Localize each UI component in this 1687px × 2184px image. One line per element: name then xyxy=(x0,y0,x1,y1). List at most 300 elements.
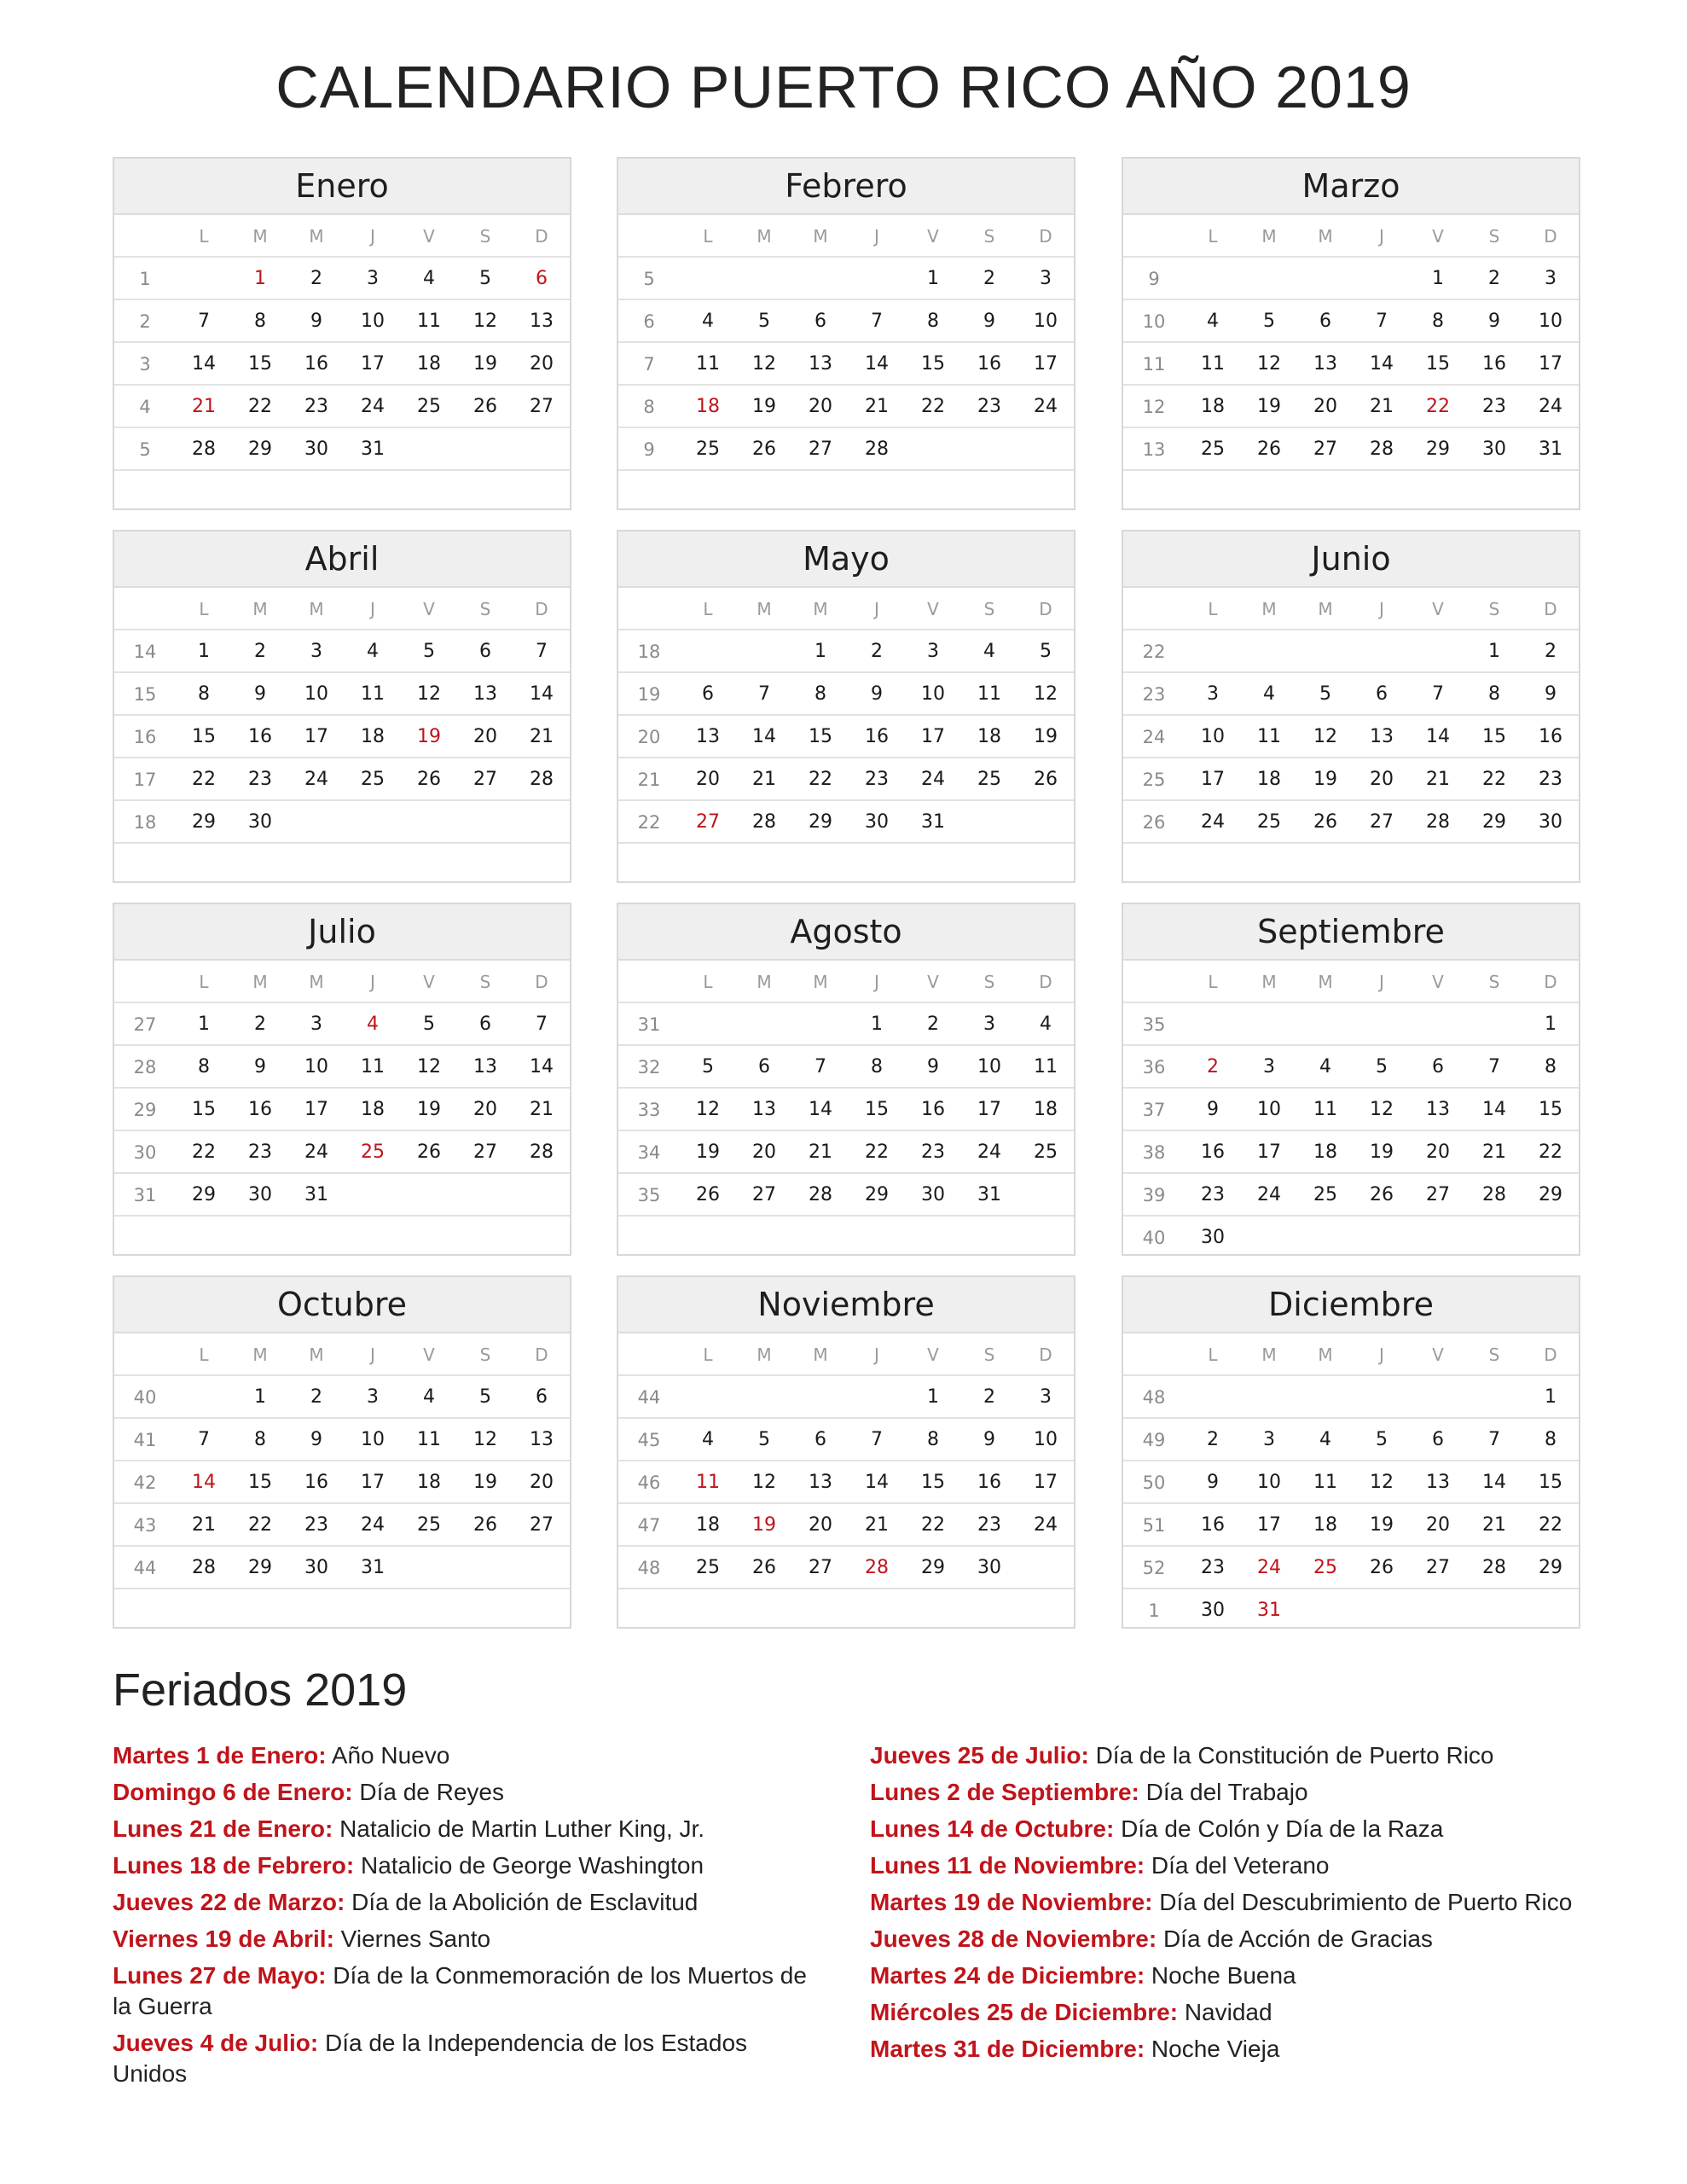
week-row xyxy=(1123,1003,1579,1046)
holiday-item xyxy=(113,1850,820,1881)
month-name: Noviembre xyxy=(618,1277,1074,1333)
holiday-day: 25 xyxy=(1313,1557,1337,1578)
weekday-label: S xyxy=(1488,599,1500,619)
day-cell xyxy=(1241,630,1297,671)
week-number: 11 xyxy=(1142,354,1166,375)
day-cell xyxy=(457,1217,513,1259)
weekday-label: M xyxy=(813,1345,828,1365)
day-cell xyxy=(345,1174,401,1215)
week-row xyxy=(1123,1217,1579,1259)
week-row xyxy=(114,1089,570,1131)
day-cell: 31 xyxy=(1539,439,1562,460)
week-number: 48 xyxy=(637,1558,661,1578)
weekday-header-row xyxy=(114,961,570,1003)
week-row xyxy=(618,844,1074,886)
week-row xyxy=(618,300,1074,343)
day-cell: 13 xyxy=(809,353,832,375)
day-cell: 16 xyxy=(1201,1141,1225,1163)
day-cell xyxy=(1185,1376,1241,1417)
day-cell xyxy=(905,844,961,886)
day-cell xyxy=(961,471,1017,514)
day-cell xyxy=(680,1589,736,1632)
week-row xyxy=(618,258,1074,300)
month-name: Marzo xyxy=(1123,159,1579,215)
weekday-label: J xyxy=(874,972,879,992)
day-cell: 23 xyxy=(248,769,272,790)
day-cell: 4 xyxy=(423,268,435,289)
day-cell: 29 xyxy=(921,1557,945,1578)
week-row xyxy=(1123,1089,1579,1131)
holiday-item xyxy=(113,1887,820,1918)
holiday-date: Jueves 4 de Julio: xyxy=(113,2030,319,2056)
day-cell: 9 xyxy=(871,683,883,705)
month-name: Mayo xyxy=(618,531,1074,588)
week-number: 46 xyxy=(637,1472,661,1493)
holiday-item xyxy=(113,1960,820,2022)
day-cell: 15 xyxy=(809,726,832,747)
week-row xyxy=(114,844,570,886)
day-cell: 2 xyxy=(1545,641,1557,662)
week-number: 30 xyxy=(133,1142,157,1163)
week-number: 39 xyxy=(1142,1185,1166,1205)
week-row xyxy=(1123,386,1579,428)
day-cell: 24 xyxy=(1034,1514,1058,1536)
day-cell: 11 xyxy=(361,1056,385,1077)
day-cell: 30 xyxy=(1201,1227,1225,1248)
day-cell: 25 xyxy=(1257,811,1281,833)
day-cell: 9 xyxy=(310,311,322,332)
week-number xyxy=(1123,471,1185,514)
day-cell: 12 xyxy=(417,683,441,705)
week-row xyxy=(618,1046,1074,1089)
weekday-label: J xyxy=(1379,226,1384,247)
holiday-item xyxy=(113,1814,820,1844)
week-row xyxy=(618,630,1074,673)
day-cell: 23 xyxy=(1201,1184,1225,1205)
week-row xyxy=(1123,428,1579,471)
weekday-header-row xyxy=(1123,215,1579,258)
week-row xyxy=(618,1131,1074,1174)
day-cell: 4 xyxy=(367,641,379,662)
day-cell: 17 xyxy=(1034,1472,1058,1493)
day-cell: 17 xyxy=(1034,353,1058,375)
month-calendar xyxy=(113,1275,571,1629)
weekday-header-row xyxy=(1123,961,1579,1003)
holiday-name: Año Nuevo xyxy=(331,1742,450,1769)
day-cell: 23 xyxy=(977,396,1001,417)
day-cell: 27 xyxy=(809,439,832,460)
weekday-label: M xyxy=(1261,972,1277,992)
week-row xyxy=(114,1046,570,1089)
holiday-day: 22 xyxy=(1426,396,1450,417)
holiday-day: 19 xyxy=(417,726,441,747)
day-cell xyxy=(849,844,905,886)
day-cell: 22 xyxy=(248,396,272,417)
weekday-label: M xyxy=(309,226,324,247)
day-cell xyxy=(513,1589,570,1632)
day-cell xyxy=(232,471,288,514)
day-cell: 26 xyxy=(752,439,776,460)
day-cell: 3 xyxy=(1207,683,1219,705)
day-cell: 4 xyxy=(1319,1056,1331,1077)
day-cell: 22 xyxy=(1539,1141,1562,1163)
weekday-label: D xyxy=(1039,226,1052,247)
week-number-header xyxy=(1123,1333,1185,1374)
month-name: Febrero xyxy=(618,159,1074,215)
holiday-name: Día de Acción de Gracias xyxy=(1162,1926,1433,1952)
day-cell xyxy=(1241,1376,1297,1417)
day-cell xyxy=(736,844,792,886)
day-cell: 25 xyxy=(417,396,441,417)
week-number: 22 xyxy=(637,812,661,833)
week-number: 16 xyxy=(133,727,157,747)
day-cell: 2 xyxy=(983,268,995,289)
week-number: 10 xyxy=(1142,311,1166,332)
day-cell: 7 xyxy=(1488,1056,1500,1077)
holiday-name: Día del Descubrimiento de Puerto Rico xyxy=(1159,1889,1573,1915)
week-row xyxy=(114,471,570,514)
weekday-label: D xyxy=(535,972,548,992)
day-cell: 2 xyxy=(254,641,266,662)
day-cell: 20 xyxy=(473,726,497,747)
month-calendar xyxy=(1122,157,1580,510)
week-number xyxy=(1123,844,1185,886)
day-cell: 1 xyxy=(1545,1386,1557,1408)
day-cell: 20 xyxy=(1426,1514,1450,1536)
weekday-label: D xyxy=(1039,599,1052,619)
day-cell: 7 xyxy=(1376,311,1388,332)
weekday-label: L xyxy=(1208,972,1218,992)
week-row xyxy=(114,258,570,300)
day-cell: 14 xyxy=(865,353,889,375)
weekday-label: L xyxy=(703,599,713,619)
day-cell: 1 xyxy=(198,641,210,662)
day-cell: 14 xyxy=(530,683,554,705)
day-cell: 13 xyxy=(696,726,720,747)
day-cell: 24 xyxy=(304,1141,328,1163)
holiday-item xyxy=(870,1814,1586,1844)
day-cell: 22 xyxy=(1539,1514,1562,1536)
week-number: 35 xyxy=(637,1185,661,1205)
day-cell: 6 xyxy=(1376,683,1388,705)
day-cell xyxy=(401,844,457,886)
week-row xyxy=(1123,1046,1579,1089)
day-cell: 11 xyxy=(1201,353,1225,375)
day-cell: 14 xyxy=(1482,1099,1506,1120)
week-number: 14 xyxy=(133,642,157,662)
weekday-label: J xyxy=(370,226,375,247)
day-cell: 29 xyxy=(1539,1557,1562,1578)
weekday-label: L xyxy=(199,226,209,247)
day-cell: 7 xyxy=(198,1429,210,1450)
weekday-label: L xyxy=(703,226,713,247)
week-number: 24 xyxy=(1142,727,1166,747)
day-cell xyxy=(680,1217,736,1259)
week-row xyxy=(114,1461,570,1504)
day-cell xyxy=(1297,258,1354,299)
day-cell: 16 xyxy=(1482,353,1506,375)
day-cell xyxy=(345,844,401,886)
holiday-name: Día de la Conmemoración de los Muertos de la Guerra xyxy=(113,1962,807,2019)
day-cell xyxy=(792,1003,849,1044)
week-number: 23 xyxy=(1142,684,1166,705)
day-cell: 18 xyxy=(696,1514,720,1536)
day-cell: 16 xyxy=(248,1099,272,1120)
weekday-label: L xyxy=(1208,1345,1218,1365)
day-cell: 2 xyxy=(927,1014,939,1035)
day-cell: 6 xyxy=(1432,1429,1444,1450)
day-cell: 31 xyxy=(921,811,945,833)
week-row xyxy=(1123,1461,1579,1504)
day-cell: 7 xyxy=(1488,1429,1500,1450)
day-cell: 30 xyxy=(1539,811,1562,833)
day-cell: 10 xyxy=(361,1429,385,1450)
weekday-label: J xyxy=(1379,972,1384,992)
day-cell xyxy=(736,1217,792,1259)
day-cell: 6 xyxy=(479,641,491,662)
holiday-item xyxy=(870,1887,1586,1918)
weekday-label: J xyxy=(874,226,879,247)
weekday-label: M xyxy=(309,1345,324,1365)
day-cell: 10 xyxy=(361,311,385,332)
day-cell xyxy=(401,1174,457,1215)
day-cell: 26 xyxy=(473,396,497,417)
month-calendar xyxy=(113,157,571,510)
day-cell: 24 xyxy=(1539,396,1562,417)
weekday-header-row xyxy=(114,1333,570,1376)
day-cell: 6 xyxy=(536,1386,548,1408)
week-number xyxy=(114,844,176,886)
holiday-name: Noche Vieja xyxy=(1151,2036,1280,2062)
day-cell: 27 xyxy=(473,1141,497,1163)
day-cell xyxy=(736,1589,792,1632)
day-cell xyxy=(288,1589,345,1632)
day-cell: 8 xyxy=(871,1056,883,1077)
day-cell: 13 xyxy=(809,1472,832,1493)
day-cell: 10 xyxy=(1034,1429,1058,1450)
week-number: 31 xyxy=(133,1185,157,1205)
day-cell xyxy=(849,258,905,299)
day-cell: 14 xyxy=(865,1472,889,1493)
day-cell: 26 xyxy=(752,1557,776,1578)
holiday-day: 31 xyxy=(1257,1600,1281,1621)
day-cell: 27 xyxy=(1370,811,1394,833)
day-cell: 21 xyxy=(865,396,889,417)
holiday-day: 11 xyxy=(696,1472,720,1493)
day-cell: 4 xyxy=(702,311,714,332)
weekday-header-row xyxy=(618,588,1074,630)
holiday-item xyxy=(870,1997,1586,2028)
day-cell: 5 xyxy=(1319,683,1331,705)
day-cell: 24 xyxy=(1257,1184,1281,1205)
holiday-name: Día de la Independencia de los Estados Unidos xyxy=(113,2030,748,2087)
weekday-label: S xyxy=(479,226,491,247)
day-cell: 2 xyxy=(1207,1429,1219,1450)
day-cell xyxy=(457,471,513,514)
day-cell xyxy=(1410,1003,1466,1044)
day-cell: 1 xyxy=(815,641,826,662)
day-cell: 18 xyxy=(361,1099,385,1120)
holiday-name: Navidad xyxy=(1184,1999,1272,2025)
day-cell: 12 xyxy=(417,1056,441,1077)
day-cell: 28 xyxy=(192,1557,216,1578)
day-cell: 12 xyxy=(696,1099,720,1120)
month-calendar xyxy=(617,157,1075,510)
weekday-label: V xyxy=(1432,972,1444,992)
day-cell: 21 xyxy=(530,726,554,747)
day-cell: 27 xyxy=(530,1514,554,1536)
weekday-label: V xyxy=(927,1345,939,1365)
month-calendar xyxy=(617,903,1075,1256)
weekday-label: S xyxy=(983,226,995,247)
holiday-name: Natalicio de Martin Luther King, Jr. xyxy=(339,1815,705,1842)
week-number: 6 xyxy=(643,311,655,332)
day-cell: 22 xyxy=(921,1514,945,1536)
holiday-day: 18 xyxy=(696,396,720,417)
holiday-item xyxy=(870,1960,1586,1991)
week-number: 49 xyxy=(1142,1430,1166,1450)
holiday-date: Lunes 11 de Noviembre: xyxy=(870,1852,1145,1879)
day-cell xyxy=(232,1217,288,1259)
weekday-label: V xyxy=(423,1345,435,1365)
week-row xyxy=(618,716,1074,758)
week-number: 35 xyxy=(1142,1014,1166,1035)
week-row xyxy=(1123,758,1579,801)
day-cell: 21 xyxy=(865,1514,889,1536)
day-cell xyxy=(401,1589,457,1632)
day-cell: 6 xyxy=(1319,311,1331,332)
week-number: 18 xyxy=(133,812,157,833)
day-cell: 27 xyxy=(809,1557,832,1578)
day-cell: 24 xyxy=(361,396,385,417)
weekday-label: L xyxy=(1208,599,1218,619)
day-cell xyxy=(680,1003,736,1044)
day-cell xyxy=(792,471,849,514)
week-number: 9 xyxy=(643,439,655,460)
week-number: 25 xyxy=(1142,770,1166,790)
day-cell: 25 xyxy=(977,769,1001,790)
day-cell: 17 xyxy=(1257,1514,1281,1536)
day-cell: 12 xyxy=(1370,1099,1394,1120)
day-cell xyxy=(849,1376,905,1417)
day-cell: 2 xyxy=(871,641,883,662)
day-cell xyxy=(513,1217,570,1259)
holiday-name: Viernes Santo xyxy=(340,1926,491,1952)
day-cell: 1 xyxy=(1488,641,1500,662)
day-cell: 4 xyxy=(1040,1014,1052,1035)
day-cell: 28 xyxy=(752,811,776,833)
week-row xyxy=(1123,1547,1579,1589)
weekday-label: S xyxy=(983,972,995,992)
weekday-label: D xyxy=(1544,972,1557,992)
day-cell xyxy=(1466,471,1522,514)
month-name: Junio xyxy=(1123,531,1579,588)
day-cell: 26 xyxy=(417,769,441,790)
weekday-header-row xyxy=(1123,1333,1579,1376)
week-number xyxy=(114,1217,176,1259)
holiday-day: 21 xyxy=(192,396,216,417)
week-row xyxy=(114,343,570,386)
week-number: 31 xyxy=(637,1014,661,1035)
day-cell xyxy=(736,630,792,671)
day-cell xyxy=(1354,1003,1410,1044)
day-cell xyxy=(457,1547,513,1588)
week-row xyxy=(114,1003,570,1046)
day-cell: 12 xyxy=(473,311,497,332)
week-number: 8 xyxy=(643,397,655,417)
week-row xyxy=(114,428,570,471)
week-row xyxy=(114,300,570,343)
week-row xyxy=(1123,1131,1579,1174)
day-cell: 11 xyxy=(417,311,441,332)
day-cell: 1 xyxy=(1432,268,1444,289)
day-cell: 19 xyxy=(1313,769,1337,790)
weekday-label: M xyxy=(1261,1345,1277,1365)
day-cell: 7 xyxy=(871,311,883,332)
day-cell xyxy=(1466,1217,1522,1259)
day-cell: 3 xyxy=(310,1014,322,1035)
week-row xyxy=(1123,1376,1579,1419)
month-calendar xyxy=(113,903,571,1256)
day-cell: 25 xyxy=(696,1557,720,1578)
day-cell xyxy=(792,258,849,299)
holiday-name: Día del Veterano xyxy=(1151,1852,1330,1879)
weekday-label: S xyxy=(983,599,995,619)
day-cell: 28 xyxy=(1426,811,1450,833)
week-row xyxy=(1123,801,1579,844)
week-number-header xyxy=(618,588,680,629)
week-number: 4 xyxy=(139,397,151,417)
day-cell xyxy=(176,471,232,514)
day-cell: 26 xyxy=(417,1141,441,1163)
day-cell: 8 xyxy=(198,683,210,705)
day-cell xyxy=(961,844,1017,886)
day-cell: 3 xyxy=(1263,1429,1275,1450)
day-cell xyxy=(680,1376,736,1417)
holiday-name: Día de la Constitución de Puerto Rico xyxy=(1095,1742,1494,1769)
day-cell: 18 xyxy=(1313,1141,1337,1163)
day-cell: 18 xyxy=(1201,396,1225,417)
day-cell xyxy=(961,1589,1017,1632)
month-name: Julio xyxy=(114,904,570,961)
week-number: 40 xyxy=(1142,1228,1166,1248)
day-cell: 23 xyxy=(865,769,889,790)
day-cell xyxy=(1241,471,1297,514)
day-cell xyxy=(961,801,1017,842)
day-cell: 10 xyxy=(1201,726,1225,747)
weekday-label: D xyxy=(1039,972,1052,992)
day-cell xyxy=(1354,258,1410,299)
day-cell: 15 xyxy=(921,353,945,375)
day-cell: 24 xyxy=(361,1514,385,1536)
day-cell xyxy=(1410,630,1466,671)
day-cell xyxy=(401,1547,457,1588)
weekday-label: V xyxy=(927,226,939,247)
day-cell: 28 xyxy=(1482,1557,1506,1578)
day-cell: 20 xyxy=(1370,769,1394,790)
day-cell xyxy=(1297,1217,1354,1259)
day-cell: 24 xyxy=(977,1141,1001,1163)
day-cell: 19 xyxy=(417,1099,441,1120)
day-cell: 1 xyxy=(927,268,939,289)
day-cell: 1 xyxy=(871,1014,883,1035)
weekday-label: M xyxy=(757,226,772,247)
day-cell: 28 xyxy=(1370,439,1394,460)
day-cell: 8 xyxy=(927,311,939,332)
day-cell xyxy=(1297,471,1354,514)
week-number: 38 xyxy=(1142,1142,1166,1163)
holiday-date: Martes 1 de Enero: xyxy=(113,1742,327,1769)
